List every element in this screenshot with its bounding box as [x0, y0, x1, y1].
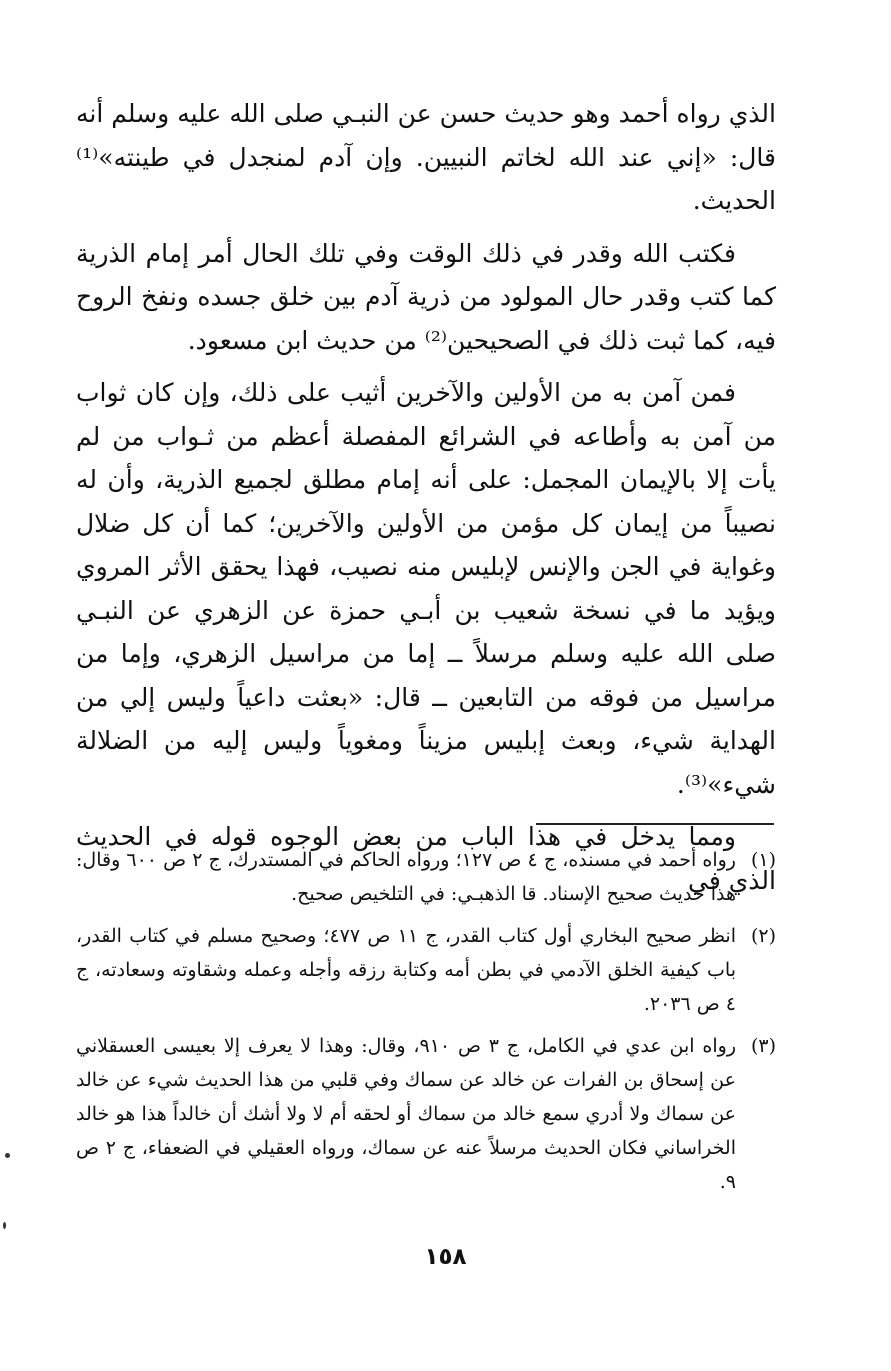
paragraph-1: الذي رواه أحمد وهو حديث حسن عن النبـي صلى الله عليه وسلم أنه قال: «إني عند الله لخاتم النبيين. وإن آدم لمنجدل في طينته»⁽¹⁾ الحديث.: [76, 99, 776, 215]
scan-speck: [5, 1153, 10, 1158]
page-number: ١٥٨: [424, 1244, 467, 1270]
footnote-text: رواه ابن عدي في الكامل، ج ٣ ص ٩١٠، وقال: وهذا لا يعرف إلا بعيسى العسقلاني عن إسحاق بن الفرات عن خالد عن سماك وفي قلبي من هذا الحديث شيء عن خالد عن سماك ولا أدري سمع خالد من سماك أو لحقه أم لا ولا أشك أن خالداً هذا هو خالد الخراساني فكان الحديث مرسلاً عنه عن سماك، ورواه العقيلي في الضعفاء، ج ٢ ص ٩.: [76, 1035, 736, 1193]
footnote-3: [76, 1029, 776, 1199]
footnote-number: (١): [750, 849, 776, 871]
footnote-separator: [536, 823, 774, 825]
footnote-text: انظر صحيح البخاري أول كتاب القدر، ج ١١ ص ٤٧٧؛ وصحيح مسلم في كتاب القدر، باب كيفية الخلق الآدمي في بطن أمه وكتابة رزقه وأجله وعمله وشقاوته وسعادته، ج ٤ ص ٢٠٣٦.: [76, 925, 736, 1015]
footnotes: [76, 843, 776, 1207]
footnote-1: [76, 843, 776, 911]
scan-speck: [3, 1222, 6, 1229]
footnote-2: [76, 919, 776, 1021]
paragraph-2: فكتب الله وقدر في ذلك الوقت وفي تلك الحال أمر إمام الذرية كما كتب وقدر حال المولود من ذرية آدم بين خلق جسده ونفخ الروح فيه، كما ثبت ذلك في الصحيحين⁽²⁾ من حديث ابن مسعود.: [76, 238, 776, 355]
footnote-number: (٢): [750, 925, 776, 947]
footnote-text: رواه أحمد في مسنده، ج ٤ ص ١٢٧؛ ورواه الحاكم في المستدرك، ج ٢ ص ٦٠٠ وقال: هذا حديث صحيح الإسناد. قا الذهبـي: في التلخيص صحيح.: [76, 849, 736, 905]
main-text: [76, 92, 776, 911]
paragraph-3: فمن آمن به من الأولين والآخرين أثيب على ذلك، وإن كان ثواب من آمن به وأطاعه في الشرائع المفصلة أعظم من ثـواب من لم يأت إلا بالإيمان المجمل: على أنه إمام مطلق لجميع الذرية، وأن له نصيباً من إيمان كل مؤمن من الأولين والآخرين؛ كما أن كل ضلال وغواية في الجن والإنس لإبليس منه نصيب، فهذا يحقق الأثر المروي ويؤيد ما في نسخة شعيب بن أبـي حمزة عن الزهري عن النبـي صلى الله عليه وسلم مرسلاً ــ إما من مراسيل الزهري، وإما من مراسيل من فوقه من التابعين ــ قال: «بعثت داعياً وليس إلي من الهداية شيء، وبعث إبليس مزيناً ومغوياً وليس إليه من الضلالة شيء»⁽³⁾.: [76, 378, 776, 799]
paragraph-4: ومما يدخل في هذا الباب من بعض الوجوه قوله في الحديث الذي في: [76, 822, 776, 895]
footnote-number: (٣): [750, 1035, 776, 1057]
